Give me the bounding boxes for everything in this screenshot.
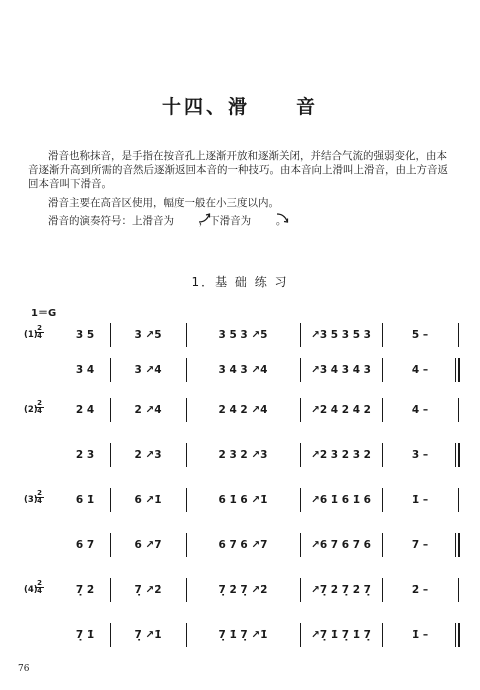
paragraph-usage: 滑音主要在高音区使用，幅度一般在小三度以内。	[48, 197, 279, 209]
measure-notes: 7̣ ↗1̇	[134, 629, 162, 641]
measure-notes: ↗2 3 2 3 2	[311, 449, 371, 461]
symbols-text-a: 滑音的演奏符号：上滑音为	[48, 215, 174, 227]
section-title-part2: 音	[296, 96, 319, 118]
subsection-title: 1．基 础 练 习	[191, 275, 289, 289]
barline	[458, 398, 459, 422]
score-line	[0, 533, 480, 563]
barline	[300, 533, 301, 557]
measure-notes: 4 –	[411, 404, 429, 416]
measure-notes: ↗6 7 6 7 6	[311, 539, 371, 551]
measure-notes: 3 5	[75, 329, 95, 341]
final-barline	[455, 533, 460, 557]
time-signature	[35, 400, 44, 415]
time-signature-top: 2	[35, 580, 44, 588]
paragraph-definition: 滑音也称抹音，是手指在按音孔上逐渐开放和逐渐关闭，并结合气流的强弱变化，由本音逐渐升高到所需的音然后逐渐返回本音的一种技巧。由本音向上滑叫上滑音，由上方音返回本音叫下滑音。	[28, 150, 448, 190]
measure-notes: 6 ↗7	[134, 539, 162, 551]
barline	[458, 488, 459, 512]
barline	[186, 443, 187, 467]
measure-notes: 3 4	[75, 364, 95, 376]
barline	[300, 398, 301, 422]
barline	[110, 533, 111, 557]
score-line	[0, 578, 480, 608]
barline	[186, 533, 187, 557]
barline	[300, 323, 301, 347]
barline	[110, 443, 111, 467]
barline	[186, 623, 187, 647]
barline	[186, 398, 187, 422]
measure-notes: 6 7	[75, 539, 95, 551]
barline	[300, 358, 301, 382]
measure-notes: 2 4 2 ↗4	[218, 404, 268, 416]
section-title-part1: 十四、滑	[161, 96, 250, 118]
barline	[458, 578, 459, 602]
time-signature-bottom: 4	[37, 407, 42, 415]
measure-notes: 7̣ 1̇ 7̣ ↗1̇	[218, 629, 268, 641]
score-line	[0, 443, 480, 473]
measure-notes: 6 7 6 ↗7	[218, 539, 268, 551]
measure-notes: ↗7̣ 1̇ 7̣ 1̇ 7̣	[311, 629, 371, 641]
barline	[110, 623, 111, 647]
barline	[382, 488, 383, 512]
measure-notes: ↗6 1̇ 6 1̇ 6	[311, 494, 371, 506]
measure-notes: 3 4 3 ↗4	[218, 364, 268, 376]
measure-notes: 7 –	[411, 539, 429, 551]
symbols-text-b: ，下滑音为	[198, 215, 252, 227]
exercise-label: (4)	[24, 585, 38, 595]
score-line	[0, 623, 480, 653]
barline	[300, 623, 301, 647]
measure-notes: 7̣ 1̇	[75, 629, 95, 641]
measure-notes: ↗3 5 3 5 3	[311, 329, 371, 341]
measure-notes: 2 3	[75, 449, 95, 461]
barline	[382, 533, 383, 557]
barline	[382, 443, 383, 467]
key-signature: 1＝G	[31, 308, 57, 319]
paragraph-symbols	[28, 212, 448, 228]
barline	[458, 323, 459, 347]
barline	[382, 623, 383, 647]
measure-notes: ↗2 4 2 4 2	[311, 404, 371, 416]
exercise-label: (1)	[24, 330, 38, 340]
score-line	[0, 398, 480, 428]
exercise-label: (2)	[24, 405, 38, 415]
final-barline	[455, 358, 460, 382]
final-barline	[455, 623, 460, 647]
barline	[110, 578, 111, 602]
measure-notes: 3 ↗4	[134, 364, 162, 376]
measure-notes: 7̣ ↗2̇	[134, 584, 162, 596]
measure-notes: 5 –	[411, 329, 429, 341]
time-signature	[35, 490, 44, 505]
measure-notes: 4 –	[411, 364, 429, 376]
measure-notes: 3 –	[411, 449, 429, 461]
time-signature	[35, 580, 44, 595]
barline	[382, 398, 383, 422]
score-line	[0, 323, 480, 353]
measure-notes: 6 1̇	[75, 494, 95, 506]
barline	[382, 323, 383, 347]
score-line	[0, 488, 480, 518]
time-signature-bottom: 4	[37, 587, 42, 595]
time-signature-bottom: 4	[37, 497, 42, 505]
time-signature	[35, 325, 44, 340]
measure-notes: 2 4	[75, 404, 95, 416]
exercise-label: (3)	[24, 495, 38, 505]
page-number: 76	[18, 664, 30, 674]
barline	[110, 358, 111, 382]
score-line	[0, 358, 480, 388]
barline	[186, 578, 187, 602]
barline	[300, 488, 301, 512]
measure-notes: 6 ↗1̇	[134, 494, 162, 506]
barline	[186, 323, 187, 347]
barline	[110, 323, 111, 347]
measure-notes: 3 ↗5	[134, 329, 162, 341]
time-signature-top: 2	[35, 490, 44, 498]
measure-notes: 2 ↗4	[134, 404, 162, 416]
time-signature-top: 2	[35, 400, 44, 408]
slide-down-icon	[255, 212, 273, 227]
measure-notes: 6 1̇ 6 ↗1̇	[218, 494, 268, 506]
symbols-text-c: 。	[275, 215, 287, 227]
slide-up-icon	[177, 212, 195, 227]
measure-notes: 2̇ –	[411, 584, 429, 596]
barline	[300, 443, 301, 467]
measure-notes: 7̣ 2̇	[75, 584, 95, 596]
measure-notes: 2 ↗3	[134, 449, 162, 461]
measure-notes: 1̇ –	[411, 494, 429, 506]
measure-notes: 1̇ –	[411, 629, 429, 641]
barline	[300, 578, 301, 602]
barline	[186, 488, 187, 512]
measure-notes: 7̣ 2̇ 7̣ ↗2̇	[218, 584, 268, 596]
barline	[110, 488, 111, 512]
barline	[186, 358, 187, 382]
barline	[382, 578, 383, 602]
time-signature-top: 2	[35, 325, 44, 333]
barline	[110, 398, 111, 422]
measure-notes: ↗3 4 3 4 3	[311, 364, 371, 376]
measure-notes: ↗7̣ 2̇ 7̣ 2̇ 7̣	[311, 584, 371, 596]
section-title	[0, 92, 480, 119]
barline	[382, 358, 383, 382]
final-barline	[455, 443, 460, 467]
measure-notes: 3 5 3 ↗5	[218, 329, 268, 341]
time-signature-bottom: 4	[37, 332, 42, 340]
measure-notes: 2 3 2 ↗3	[218, 449, 268, 461]
